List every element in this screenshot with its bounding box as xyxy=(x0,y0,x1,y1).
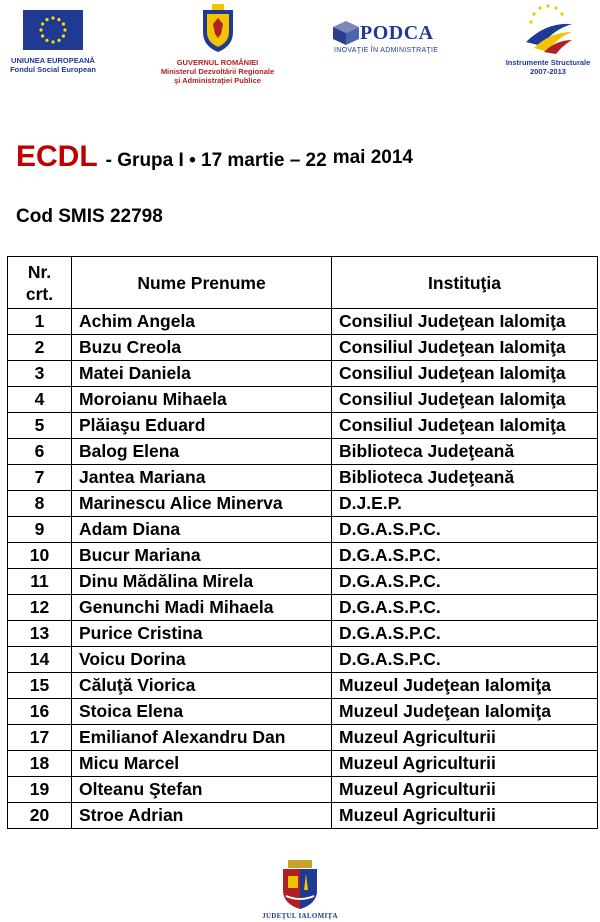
cell-name: Jantea Mariana xyxy=(72,465,332,491)
document-heading xyxy=(16,140,413,174)
table-row xyxy=(8,751,598,777)
cell-institution: D.G.A.S.P.C. xyxy=(332,647,598,673)
podca-name: PODCA xyxy=(360,22,434,44)
cell-name: Dinu Mădălina Mirela xyxy=(72,569,332,595)
cell-nr: 14 xyxy=(8,647,72,673)
cell-name: Marinescu Alice Minerva xyxy=(72,491,332,517)
table-row xyxy=(8,595,598,621)
stars-swoosh-icon xyxy=(520,2,576,56)
table-row xyxy=(8,335,598,361)
coat-of-arms-icon xyxy=(199,4,237,54)
cell-name: Bucur Mariana xyxy=(72,543,332,569)
cell-name: Moroianu Mihaela xyxy=(72,387,332,413)
gov-logo xyxy=(150,4,285,85)
footer xyxy=(0,860,600,920)
cell-nr: 18 xyxy=(8,751,72,777)
table-row xyxy=(8,465,598,491)
cell-institution: Muzeul Judeţean Ialomiţa xyxy=(332,699,598,725)
cell-name: Emilianof Alexandru Dan xyxy=(72,725,332,751)
table-row xyxy=(8,387,598,413)
eu-logo xyxy=(8,10,98,74)
eu-caption-2: Fondul Social European xyxy=(10,65,96,74)
cell-institution: Consiliul Judeţean Ialomiţa xyxy=(332,413,598,439)
cell-institution: Muzeul Agriculturii xyxy=(332,725,598,751)
cell-institution: D.G.A.S.P.C. xyxy=(332,595,598,621)
eu-caption-1: UNIUNEA EUROPEANĂ xyxy=(11,56,95,65)
cell-nr: 4 xyxy=(8,387,72,413)
cell-nr: 19 xyxy=(8,777,72,803)
cell-name: Purice Cristina xyxy=(72,621,332,647)
table-row xyxy=(8,309,598,335)
table-body xyxy=(8,309,598,829)
cell-name: Căluţă Viorica xyxy=(72,673,332,699)
gov-caption-3: şi Administraţiei Publice xyxy=(174,76,261,85)
cell-nr: 1 xyxy=(8,309,72,335)
cell-institution: Consiliul Judeţean Ialomiţa xyxy=(332,335,598,361)
group-dates: - Grupa I • 17 martie – 22 xyxy=(105,150,327,171)
cell-nr: 20 xyxy=(8,803,72,829)
header-nr xyxy=(8,257,72,309)
cell-institution: Consiliul Judeţean Ialomiţa xyxy=(332,387,598,413)
cell-institution: D.G.A.S.P.C. xyxy=(332,569,598,595)
cell-institution: Biblioteca Judeţeană xyxy=(332,439,598,465)
table-row xyxy=(8,647,598,673)
table-row xyxy=(8,569,598,595)
cell-name: Achim Angela xyxy=(72,309,332,335)
header-name: Nume Prenume xyxy=(72,257,332,309)
cell-nr: 8 xyxy=(8,491,72,517)
cell-institution: Consiliul Judeţean Ialomiţa xyxy=(332,309,598,335)
cell-nr: 7 xyxy=(8,465,72,491)
header-institution: Instituţia xyxy=(332,257,598,309)
cell-nr: 12 xyxy=(8,595,72,621)
table-row xyxy=(8,413,598,439)
cell-institution: D.J.E.P. xyxy=(332,491,598,517)
cell-name: Matei Daniela xyxy=(72,361,332,387)
cell-name: Balog Elena xyxy=(72,439,332,465)
cell-institution: Muzeul Agriculturii xyxy=(332,751,598,777)
group-dates-end: mai 2014 xyxy=(332,147,413,168)
header-nr-line2: crt. xyxy=(25,283,54,304)
cell-institution: Muzeul Agriculturii xyxy=(332,803,598,829)
cell-nr: 6 xyxy=(8,439,72,465)
gov-caption-2: Ministerul Dezvoltării Regionale xyxy=(160,67,275,76)
cell-name: Micu Marcel xyxy=(72,751,332,777)
eu-flag-icon xyxy=(23,10,83,50)
cell-institution: Muzeul Agriculturii xyxy=(332,777,598,803)
table-row xyxy=(8,361,598,387)
table-row xyxy=(8,699,598,725)
table-row xyxy=(8,439,598,465)
cell-nr: 9 xyxy=(8,517,72,543)
cell-institution: D.G.A.S.P.C. xyxy=(332,517,598,543)
is-caption-1: Instrumente Structurale xyxy=(505,58,591,67)
cell-nr: 16 xyxy=(8,699,72,725)
cell-nr: 15 xyxy=(8,673,72,699)
cell-nr: 17 xyxy=(8,725,72,751)
ecdl-title: ECDL xyxy=(16,140,98,173)
podca-cube-icon xyxy=(332,20,360,46)
podca-tagline: INOVAŢIE ÎN ADMINISTRAŢIE xyxy=(334,47,439,54)
cell-nr: 2 xyxy=(8,335,72,361)
is-logo xyxy=(498,2,598,76)
cell-name: Adam Diana xyxy=(72,517,332,543)
cell-name: Buzu Creola xyxy=(72,335,332,361)
cell-nr: 5 xyxy=(8,413,72,439)
cell-institution: Biblioteca Judeţeană xyxy=(332,465,598,491)
county-crest-icon xyxy=(280,860,320,910)
table-row xyxy=(8,725,598,751)
header-nr-line1: Nr. xyxy=(27,261,52,282)
footer-caption: JUDEŢUL IALOMIŢA xyxy=(262,912,338,920)
cell-institution: Muzeul Judeţean Ialomiţa xyxy=(332,673,598,699)
table-row xyxy=(8,491,598,517)
table-header-row xyxy=(8,257,598,309)
participants-table xyxy=(7,256,598,829)
cell-name: Olteanu Ştefan xyxy=(72,777,332,803)
table-row xyxy=(8,543,598,569)
is-caption-2: 2007-2013 xyxy=(530,67,566,76)
table-row xyxy=(8,621,598,647)
table-row xyxy=(8,777,598,803)
table-row xyxy=(8,517,598,543)
cell-nr: 10 xyxy=(8,543,72,569)
cell-name: Plăiaşu Eduard xyxy=(72,413,332,439)
table-row xyxy=(8,803,598,829)
cell-name: Stoica Elena xyxy=(72,699,332,725)
cell-name: Stroe Adrian xyxy=(72,803,332,829)
cell-nr: 11 xyxy=(8,569,72,595)
cell-nr: 3 xyxy=(8,361,72,387)
cell-institution: Consiliul Judeţean Ialomiţa xyxy=(332,361,598,387)
gov-caption-1: GUVERNUL ROMÂNIEI xyxy=(176,58,259,67)
cell-name: Genunchi Madi Mihaela xyxy=(72,595,332,621)
table-row xyxy=(8,673,598,699)
cod-smis: Cod SMIS 22798 xyxy=(16,206,163,227)
cell-institution: D.G.A.S.P.C. xyxy=(332,621,598,647)
cell-nr: 13 xyxy=(8,621,72,647)
cell-institution: D.G.A.S.P.C. xyxy=(332,543,598,569)
cell-name: Voicu Dorina xyxy=(72,647,332,673)
